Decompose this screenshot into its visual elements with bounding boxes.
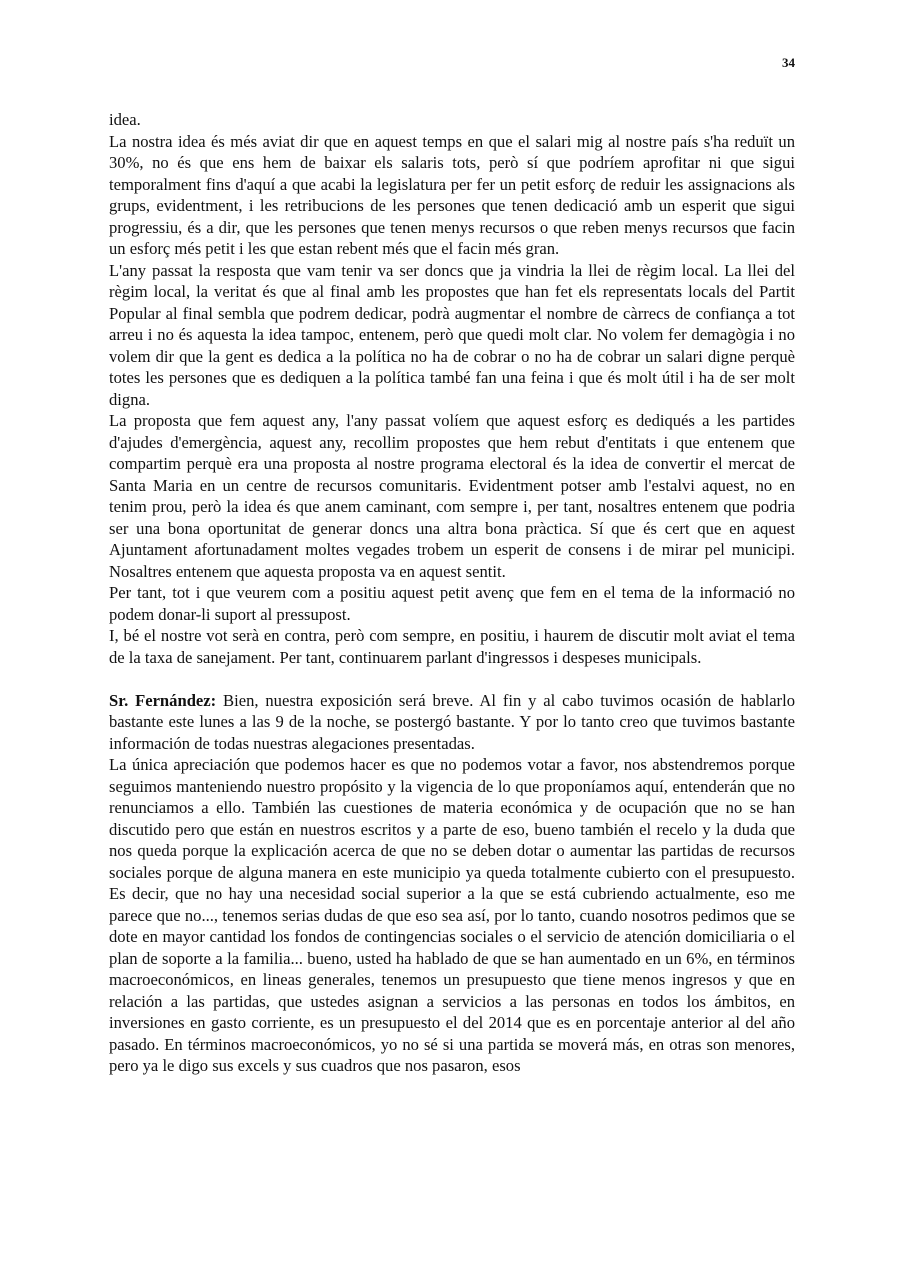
speech-paragraph xyxy=(109,690,795,755)
paragraph: Per tant, tot i que veurem com a positiu aquest petit avenç que fem en el tema de la informació no podem donar-li suport al pressupost. xyxy=(109,583,795,624)
speech-intro: Bien, nuestra exposición será breve. Al fin y al cabo tuvimos ocasión de hablarlo bastante este lunes a las 9 de la noche, se postergó bastante. Y por lo tanto creo que tuvimos bastante información de todas nuestras alegaciones presentadas. xyxy=(109,690,795,753)
paragraph-spacer xyxy=(109,668,795,690)
paragraph: La única apreciación que podemos hacer es que no podemos votar a favor, nos abstendremos porque seguimos manteniendo nuestro propósito y la vigencia de lo que proponíamos aquí, entenderán que no renunciamos a ello. También las cuestiones de materia económica y de ocupación que no se han discutido pero que están en nuestros escritos y a parte de eso, bueno también el recelo y la duda que nos queda porque la explicación acerca de que no se deben dotar o aumentar las partidas de recursos sociales porque de alguna manera en este municipio ya queda totalmente cubierto con el presupuesto. Es decir, que no hay una necesidad social superior a la que se está cubriendo actualmente, eso me parece que no..., tenemos serias dudas de que eso sea así, por lo tanto, cuando nosotros pedimos que se dote en mayor cantidad los fondos de contingencias sociales o el servicio de atención domiciliaria o el plan de soporte a la familia... bueno, usted ha hablado de que se han aumentado en un 6%, en términos macroeconómicos, en lineas generales, tenemos un presupuesto que tiene menos ingresos y que en relación a las partidas, que ustedes asignan a servicios a las personas en todos los ámbitos, en inversiones en gasto corriente, es un presupuesto el del 2014 que es en porcentaje anterior al del año pasado. En términos macroeconómicos, yo no sé si una partida se moverá más, en otras son menores, pero ya le digo sus excels y sus cuadros que nos pasaron, esos xyxy=(109,755,795,1075)
paragraph: La proposta que fem aquest any, l'any passat volíem que aquest esforç es dediqués a les partides d'ajudes d'emergència, aquest any, recollim propostes que hem rebut d'entitats i que entenem que compartim perquè era una proposta al nostre programa electoral és la idea de convertir el mercat de Santa Maria en un centre de recursos comunitaris. Evidentment potser amb l'estalvi aquest, no en tenim prou, però la idea és que anem caminant, com sempre i, per tant, nosaltres entenem que podria ser una bona oportunitat de generar doncs una altra bona pràctica. Sí que és cert que en aquest Ajuntament afortunadament moltes vegades trobem un esperit de consens i de mirar pel municipi. Nosaltres entenem que aquesta proposta va en aquest sentit. xyxy=(109,411,795,581)
paragraph: I, bé el nostre vot serà en contra, però com sempre, en positiu, i haurem de discutir molt aviat el tema de la taxa de sanejament. Per tant, continuarem parlant d'ingressos i despeses municipals. xyxy=(109,626,795,667)
document-body xyxy=(109,109,795,1077)
paragraph: idea. xyxy=(109,110,141,129)
speaker-name: Sr. Fernández: xyxy=(109,690,217,710)
paragraph: L'any passat la resposta que vam tenir va ser doncs que ja vindria la llei de règim local. La llei del règim local, la veritat és que al final amb les propostes que han fet els representats locals del Partit Popular al final sembla que podrem dedicar, podrà augmentar el nombre de càrrecs de confiança a tot arreu i no és aquesta la idea tampoc, entenem, però que quedi molt clar. No volem fer demagògia i no volem dir que la gent es dedica a la política no ha de cobrar o no ha de cobrar un salari digne perquè totes les persones que es dediquen a la política també fan una feina i que és molt útil i ha de ser molt digna. xyxy=(109,260,795,409)
paragraph: La nostra idea és més aviat dir que en aquest temps en que el salari mig al nostre país s'ha reduït un 30%, no és que ens hem de baixar els salaris tots, però sí que podríem aprofitar ni que sigui temporalment fins d'aquí a que acabi la legislatura per fer un petit esforç de reduir les assignacions als grups, evidentment, i les retribucions de les persones que tenen dedicació amb un esperit que sigui progressiu, és a dir, que les persones que tenen menys recursos o que reben menys recursos que facin un esforç més petit i les que estan rebent més que el facin més gran. xyxy=(109,131,795,258)
page-number: 34 xyxy=(782,55,795,70)
